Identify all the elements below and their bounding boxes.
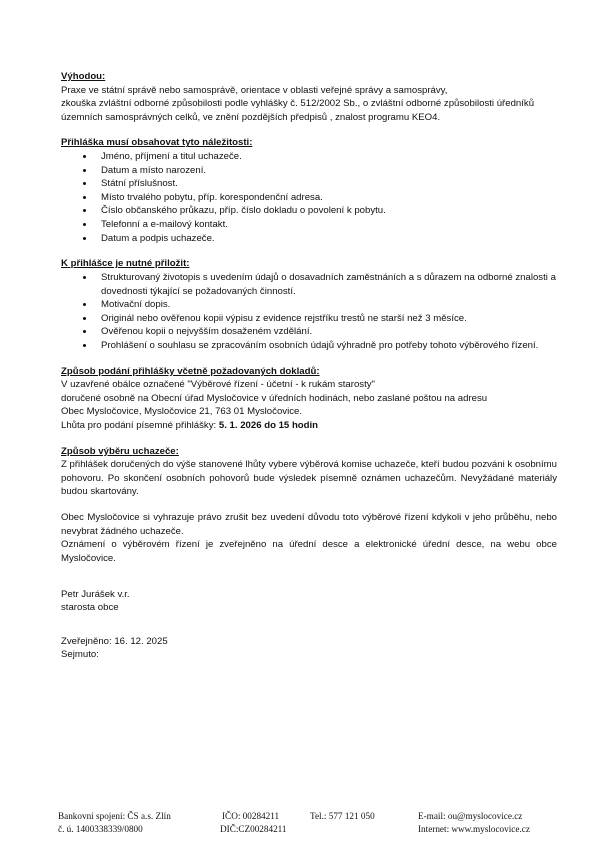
attachments-list: [61, 271, 557, 353]
deadline-value: 5. 1. 2026 do 15 hodin: [218, 420, 319, 432]
document-page: [61, 70, 557, 662]
footer-dic: DIČ:CZ00284211: [220, 824, 287, 834]
submission-line-2: doručené osobně na Obecní úřad Mysločovice v úředních hodinách, nebo zaslané poštou na adresu: [61, 392, 488, 404]
submission-line-3: Obec Mysločovice, Mysločovice 21, 763 01 Mysločovice.: [61, 406, 303, 418]
list-item: • Telefonní a e-mailový kontakt.: [95, 218, 557, 232]
list-item: • Ověřenou kopii o nejvyšším dosaženém vzdělání.: [95, 325, 557, 339]
list-item: • Prohlášení o souhlasu se zpracováním osobních údajů výhradně pro potřeby tohoto výběrového řízení.: [95, 339, 557, 353]
footer-row-2: [58, 823, 558, 836]
list-item: • Motivační dopis.: [95, 298, 557, 312]
publication-block: [61, 635, 557, 662]
submission-section: [61, 365, 557, 433]
submission-heading: Způsob podání přihlášky včetně požadovaných dokladů:: [61, 365, 320, 377]
list-item: • Strukturovaný životopis s uvedením údajů o dosavadních zaměstnáních a s důrazem na odborné znalosti a dovednosti týkající se požadovaných činností.: [95, 271, 557, 298]
application-section: [61, 136, 557, 245]
deadline-line: [61, 419, 557, 433]
published-date: Zveřejněno: 16. 12. 2025: [61, 635, 168, 647]
attachments-section: [61, 257, 557, 352]
attachments-heading: K přihlášce je nutné přiložit:: [61, 258, 190, 270]
signature-role: starosta obce: [61, 602, 119, 614]
advantage-section: [61, 70, 557, 124]
selection-paragraph-2: Obec Mysločovice si vyhrazuje právo zrušit bez uvedení důvodu toto výběrové řízení kdykoli v jeho průběhu, nebo nevybrat žádného uchazeče.: [61, 512, 557, 537]
page-footer: [58, 810, 558, 836]
advantage-line-1: Praxe ve státní správě nebo samosprávě, orientace v oblasti veřejné správy a samosprávy,: [61, 84, 448, 96]
list-item: • Státní příslušnost.: [95, 177, 557, 191]
removed-date: Sejmuto:: [61, 649, 99, 661]
list-item: • Originál nebo ověřenou kopii výpisu z evidence rejstříku trestů ne starší než 3 měsíce.: [95, 312, 557, 326]
signature-block: [61, 588, 557, 615]
list-item: • Místo trvalého pobytu, příp. korespondenční adresa.: [95, 191, 557, 205]
application-heading: Přihláška musí obsahovat tyto náležitosti:: [61, 137, 253, 149]
deadline-label: Lhůta pro podání písemné přihlášky:: [61, 420, 219, 432]
advantage-heading: Výhodou:: [61, 71, 106, 82]
selection-paragraph-3: Oznámení o výběrovém řízení je zveřejněno na úřední desce a elektronické úřední desce, na webu obce Mysločovice.: [61, 539, 557, 564]
footer-web: Internet: www.myslocovice.cz: [418, 824, 530, 834]
signature-name: Petr Jurášek v.r.: [61, 588, 130, 600]
footer-email: E-mail: ou@myslocovice.cz: [418, 811, 523, 821]
list-item: • Datum a podpis uchazeče.: [95, 232, 557, 246]
selection-section: [61, 445, 557, 566]
selection-heading: Způsob výběru uchazeče:: [61, 445, 179, 457]
footer-tel: Tel.: 577 121 050: [310, 811, 375, 821]
application-list: [61, 150, 557, 245]
footer-row-1: [58, 810, 558, 823]
footer-ico: IČO: 00284211: [222, 811, 280, 821]
list-item: • Datum a místo narození.: [95, 164, 557, 178]
list-item: • Číslo občanského průkazu, příp. číslo dokladu o povolení k pobytu.: [95, 204, 557, 218]
list-item: • Jméno, příjmení a titul uchazeče.: [95, 150, 557, 164]
submission-line-1: V uzavřené obálce označené "Výběrové řízení - účetní - k rukám starosty": [61, 379, 375, 391]
footer-bank: Bankovní spojení: ČS a.s. Zlín: [58, 811, 171, 821]
footer-account: č. ú. 1400338339/0800: [58, 824, 143, 834]
selection-paragraph-1: Z přihlášek doručených do výše stanovené lhůty vybere výběrová komise uchazeče, kteří budou pozváni k osobnímu pohovoru. Po skončení osobních pohovorů bude výsledek písemně oznámen uchazečům. Nevyžádané materiály budou skartovány.: [61, 459, 557, 498]
advantage-line-2: zkouška zvláštní odborné způsobilosti podle vyhlášky č. 512/2002 Sb., o zvláštní odborné způsobilosti úředníků územních samosprávných celků, ve znění pozdějších předpisů , znalost programu KEO4.: [61, 98, 535, 123]
